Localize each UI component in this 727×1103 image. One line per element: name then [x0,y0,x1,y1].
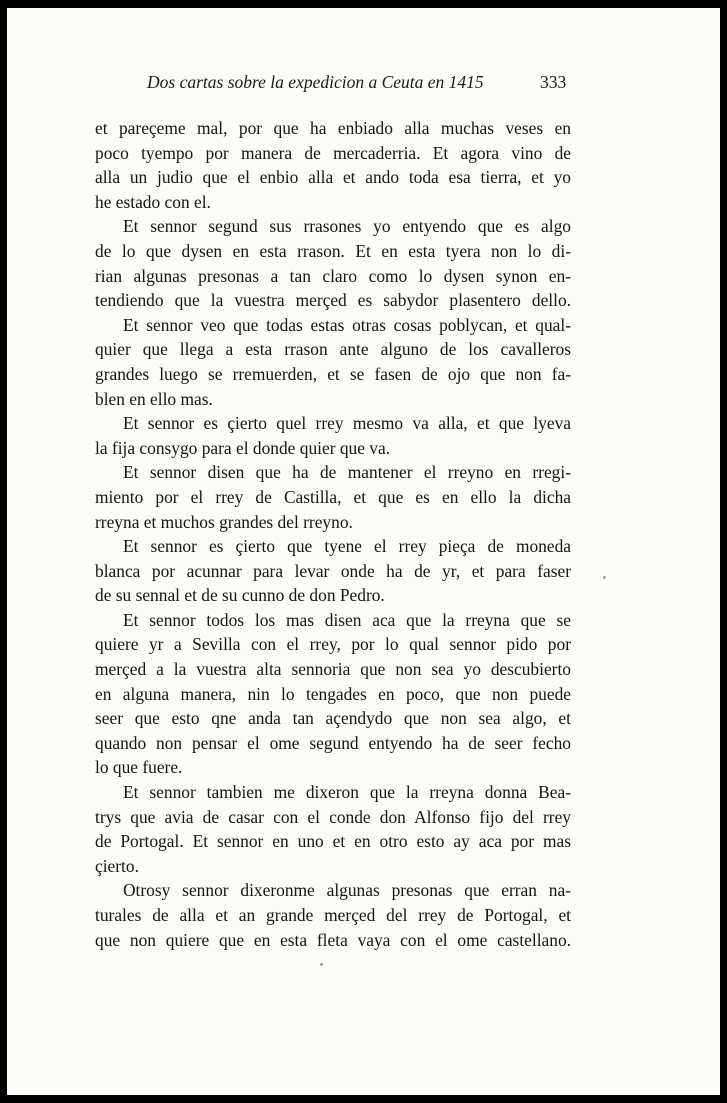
text-line: rreyna et muchos grandes del rreyno. [95,511,353,532]
text-line: he estado con el. [95,191,211,212]
text-line: tendiendo que la vuestra merçed es sabydor plasentero dello. [95,290,571,311]
text-line: Otrosy sennor dixeronme algunas presonas que erran na- [123,880,571,901]
text-line: seer que esto qne anda tan açendydo que non sea algo, et [95,708,571,729]
text-line: grandes luego se rremuerden, et se fasen de ojo que non fa- [95,363,571,384]
text-line: Et sennor segund sus rrasones yo entyendo que es algo [123,216,571,237]
text-line: blen en ello mas. [95,388,213,409]
text-line: Et sennor disen que ha de mantener el rreyno en rregi- [123,462,571,483]
body-text [95,116,571,952]
text-line: quando non pensar el ome segund entyendo ha de seer fecho [95,732,571,753]
text-line: lo que fuere. [95,757,183,778]
text-line: blanca por acunnar para levar onde ha de yr, et para faser [95,560,571,581]
text-line: quiere yr a Sevilla con el rrey, por lo qual sennor pido por [95,634,571,655]
text-line: Et sennor tambien me dixeron que la rreyna donna Bea- [123,782,571,803]
text-line: en alguna manera, nin lo tengades en poco, que non puede [95,683,571,704]
text-line: de lo que dysen en esta rrason. Et en esta tyera non lo di- [95,240,571,261]
book-page [7,8,720,1095]
text-line: Et sennor todos los mas disen aca que la rreyna que se [123,609,571,630]
paper-speck [603,576,606,579]
text-line: poco tyempo por manera de mercaderria. Et agora vino de [95,142,571,163]
text-line: miento por el rrey de Castilla, et que es en ello la dicha [95,486,571,507]
text-line: et pareçeme mal, por que ha enbiado alla muchas veses en [95,118,571,138]
text-line: merçed a la vuestra alta sennoria que non sea yo descubierto [95,659,571,680]
paper-speck [320,963,323,966]
text-line: alla un judio que el enbio alla et ando toda esa tierra, et yo [95,167,571,188]
text-line: Et sennor es çierto que tyene el rrey pieça de moneda [123,536,571,557]
text-line: la fija consygo para el donde quier que va. [95,437,391,458]
text-line: turales de alla et an grande merçed del rrey de Portogal, et [95,905,571,925]
text-line: de su sennal et de su cunno de don Pedro. [95,585,385,606]
page-header [7,72,720,102]
text-line: çierto. [95,855,139,876]
text-line: que non quiere que en esta fleta vaya con el ome castellano. [95,929,571,950]
text-line: rian algunas presonas a tan claro como lo dysen synon en- [95,265,571,286]
page-number: 333 [540,72,567,92]
running-title: Dos cartas sobre la expedicion a Ceuta en 1415 [147,72,484,92]
text-line: trys que avia de casar con el conde don Alfonso fijo del rrey [95,806,571,827]
text-line: Et sennor es çierto quel rrey mesmo va alla, et que lyeva [123,413,571,434]
text-line: Et sennor veo que todas estas otras cosas poblycan, et qual- [123,314,571,335]
text-line: de Portogal. Et sennor en uno et en otro esto ay aca por mas [95,831,571,852]
text-line: quier que llega a esta rrason ante alguno de los cavalleros [95,339,571,360]
